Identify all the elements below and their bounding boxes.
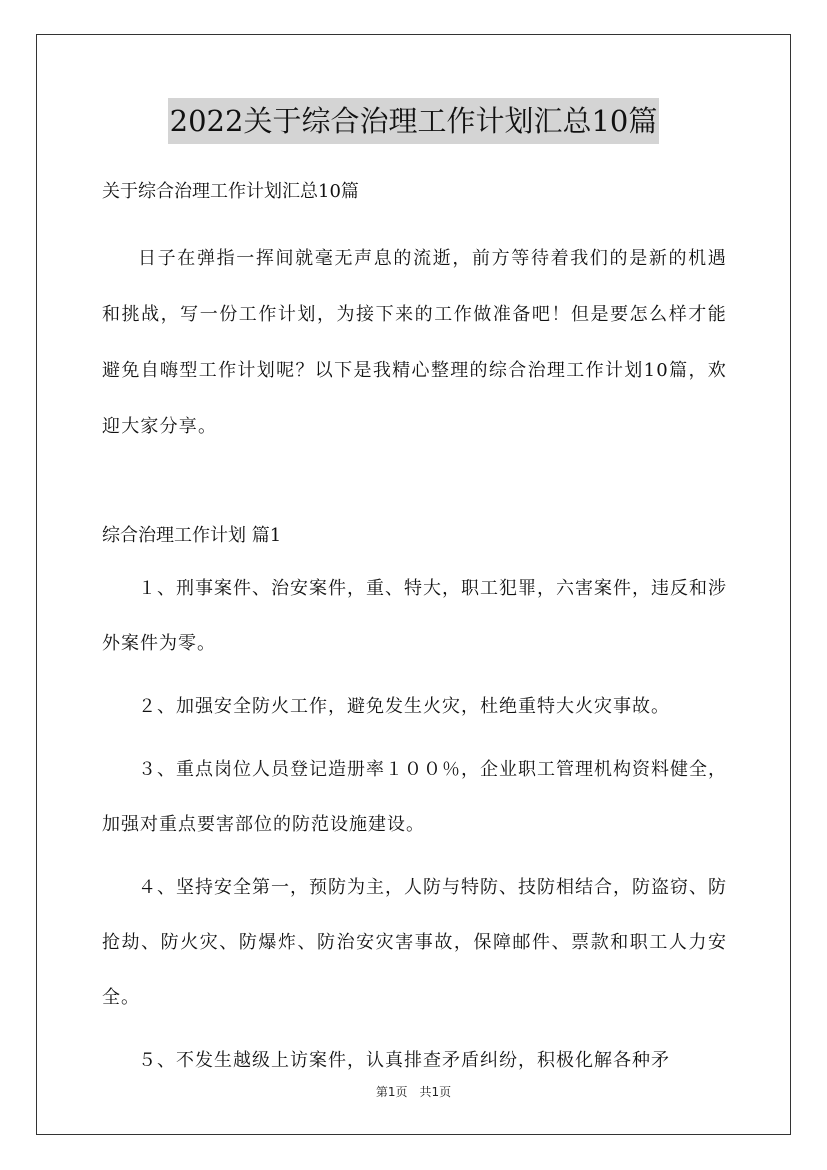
section-heading: 综合治理工作计划 篇1 [102, 525, 282, 546]
list-item: １、刑事案件、治安案件，重、特大，职工犯罪，六害案件，违反和涉外案件为零。 [102, 578, 727, 654]
document-title: 2022关于综合治理工作计划汇总10篇 [168, 98, 660, 144]
document-subtitle: 关于综合治理工作计划汇总10篇 [102, 181, 359, 202]
list-item: ５、不发生越级上访案件，认真排查矛盾纠纷，积极化解各种矛 [138, 1050, 670, 1071]
page-footer: 第1页 共1页 [375, 1085, 452, 1099]
list-item: ２、加强安全防火工作，避免发生火灾，杜绝重特大火灾事故。 [138, 696, 670, 717]
title-area [0, 98, 827, 144]
list-item: ４、坚持安全第一，预防为主，人防与特防、技防相结合，防盗窃、防抢劫、防火灾、防爆炸、防治安灾害事故，保障邮件、票款和职工人力安全。 [102, 877, 727, 1008]
document-body [102, 175, 727, 1088]
list-item: ３、重点岗位人员登记造册率１００％，企业职工管理机构资料健全，加强对重点要害部位的防范设施建设。 [102, 759, 727, 835]
intro-paragraph: 日子在弹指一挥间就毫无声息的流逝，前方等待着我们的是新的机遇和挑战，写一份工作计划，为接下来的工作做准备吧！但是要怎么样才能避免自嗨型工作计划呢？以下是我精心整理的综合治理工作计划10篇，欢迎大家分享。 [102, 248, 727, 437]
